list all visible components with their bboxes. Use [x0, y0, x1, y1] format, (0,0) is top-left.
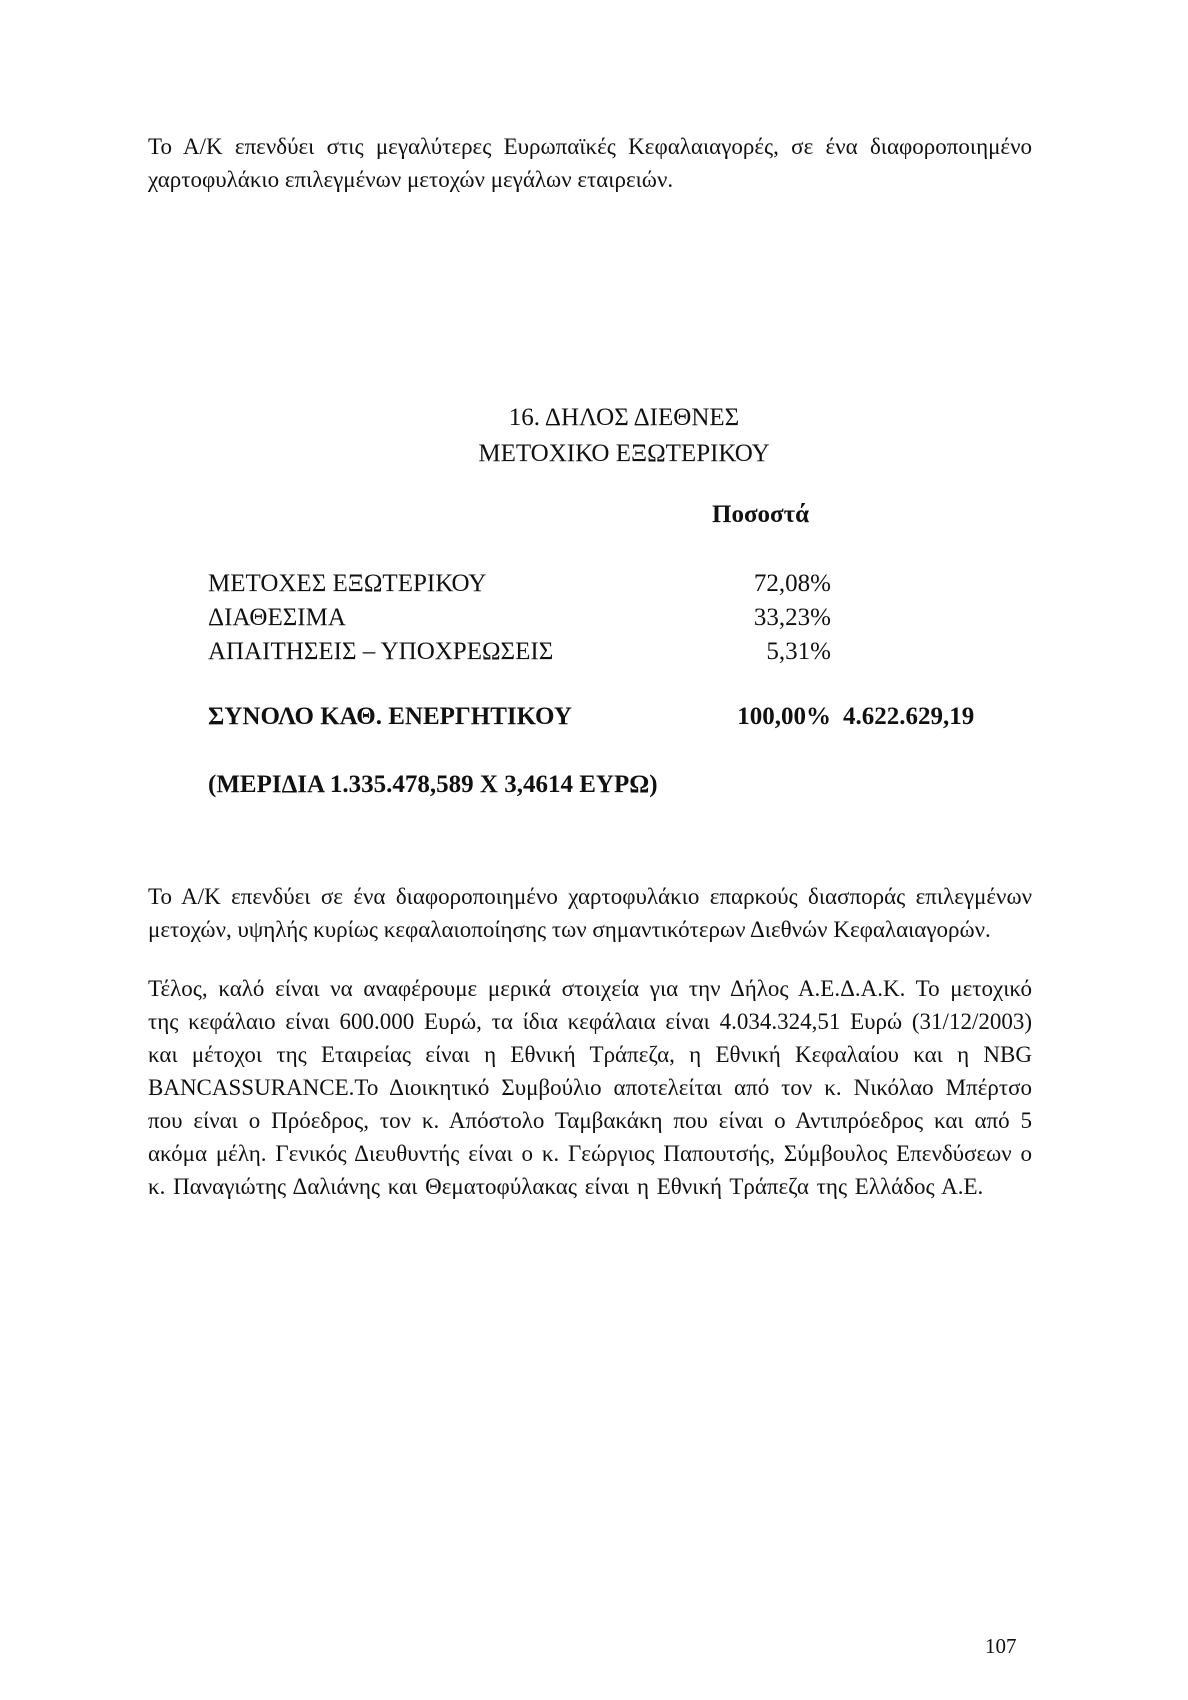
- row-percent: 5,31%: [766, 638, 831, 665]
- row-percent: 72,08%: [753, 570, 831, 597]
- fund-heading-line1: 16. ΔΗΛΟΣ ΔΙΕΘΝΕΣ: [508, 404, 740, 431]
- intro-paragraph: Το Α/Κ επενδύει στις μεγαλύτερες Ευρωπαϊκές Κεφαλαιαγορές, σε ένα διαφοροποιημένο χαρτοφυλάκιο επιλεγμένων μετοχών μεγάλων εταιρειών.: [148, 134, 1032, 192]
- table-row: [208, 638, 1008, 670]
- closing-paragraph: Τέλος, καλό είναι να αναφέρουμε μερικά στοιχεία για την Δήλος Α.Ε.Δ.Α.Κ. Το μετοχικό της κεφάλαιο είναι 600.000 Ευρώ, τα ίδια κεφάλαια είναι 4.034.324,51 Ευρώ (31/12/2003) και μέτοχοι της Εταιρείας είναι η Εθνική Τράπεζα, η Εθνική Κεφαλαίου και η NBG BANCASSURANCE.Το Διοικητικό Συμβούλιο αποτελείται από τον κ. Νικόλαο Μπέρτσο που είναι ο Πρόεδρος, τον κ. Απόστολο Ταμβακάκη που είναι ο Αντιπρόεδρος και από 5 ακόμα μέλη. Γενικός Διευθυντής είναι ο κ. Γεώργιος Παπουτσής, Σύμβουλος Επενδύσεων ο κ. Παναγιώτης Δαλιάνης και Θεματοφύλακας είναι η Εθνική Τράπεζα της Ελλάδος Α.Ε.: [148, 976, 1032, 1199]
- table-row: [208, 604, 1008, 636]
- percent-column-header: Ποσοστά: [712, 501, 810, 528]
- row-label: ΑΠΑΙΤΗΣΕΙΣ – ΥΠΟΧΡΕΩΣΕΙΣ: [208, 638, 554, 665]
- units-note: (ΜΕΡΙΔΙΑ 1.335.478,589 Χ 3,4614 ΕΥΡΩ): [208, 771, 658, 798]
- fund-heading: [0, 400, 1188, 472]
- total-amount: 4.622.629,19: [843, 703, 975, 730]
- total-row: [208, 703, 1008, 735]
- row-label: ΔΙΑΘΕΣΙΜΑ: [208, 604, 346, 631]
- row-label: ΜΕΤΟΧΕΣ ΕΞΩΤΕΡΙΚΟΥ: [208, 570, 487, 597]
- diversified-paragraph: Το Α/Κ επενδύει σε ένα διαφοροποιημένο χαρτοφυλάκιο επαρκούς διασποράς επιλεγμένων μετοχών, υψηλής κυρίως κεφαλαιοποίησης των σημαντικότερων Διεθνών Κεφαλαιαγορών.: [148, 884, 1032, 942]
- page-number: 107: [985, 1634, 1017, 1658]
- total-percent: 100,00%: [737, 703, 831, 730]
- table-row: [208, 570, 1008, 602]
- total-label: ΣΥΝΟΛΟ ΚΑΘ. ΕΝΕΡΓΗΤΙΚΟΥ: [208, 703, 572, 730]
- row-percent: 33,23%: [753, 604, 831, 631]
- fund-heading-line2: ΜΕΤΟΧΙΚΟ ΕΞΩΤΕΡΙΚΟΥ: [478, 440, 770, 467]
